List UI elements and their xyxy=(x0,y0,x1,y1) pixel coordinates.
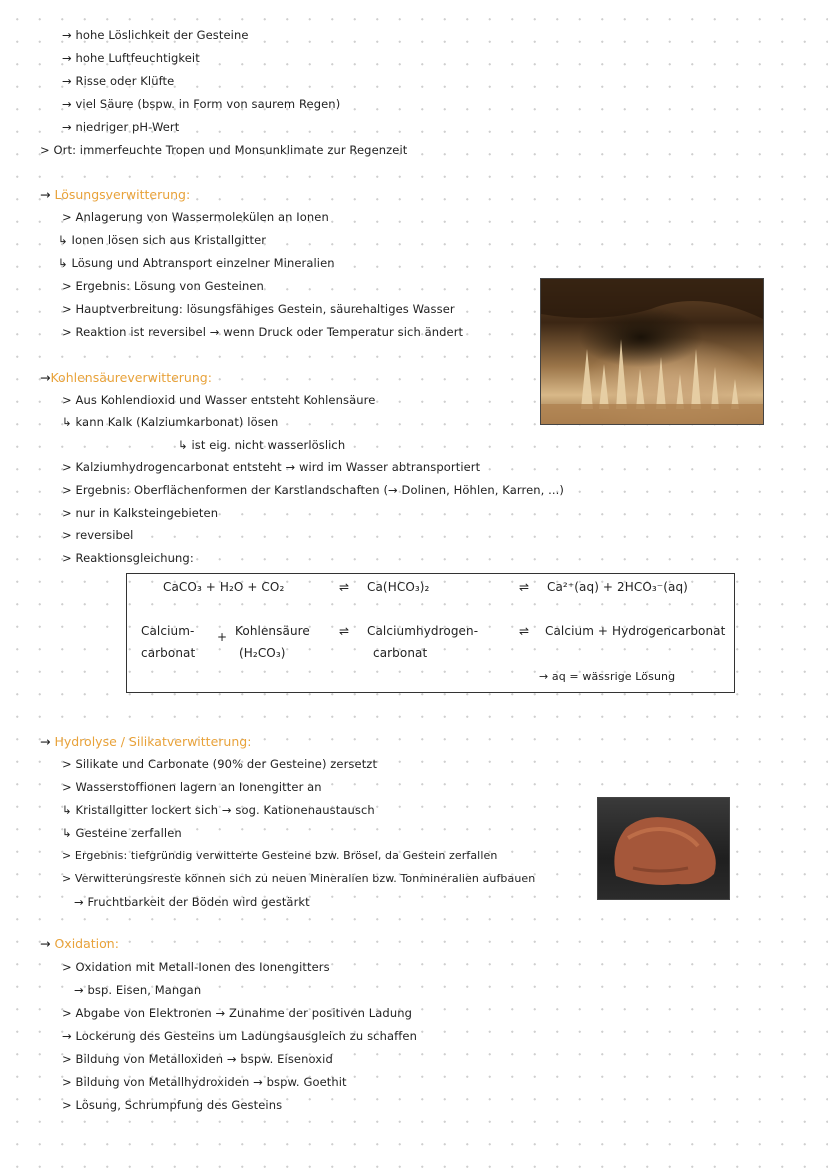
note-line: > Abgabe von Elektronen → Zunahme der positiven Ladung xyxy=(62,1006,413,1020)
note-line: > Ort: immerfeuchte Tropen und Monsunklimate zur Regenzeit xyxy=(40,143,408,157)
note-line: → viel Säure (bspw. in Form von saurem Regen) xyxy=(62,97,341,111)
equilibrium-arrow: ⇌ xyxy=(339,580,350,594)
word-calcium-hydrogencarbonat: Calcium + Hydrogencarbonat xyxy=(545,624,726,638)
note-line: ↳ ist eig. nicht wasserlöslich xyxy=(178,438,346,452)
section-heading: →Kohlensäureverwitterung: xyxy=(40,370,212,385)
note-line: ↳ Kristallgitter lockert sich → sog. Kationenaustausch xyxy=(62,803,375,817)
note-line: > Bildung von Metalloxiden → bspw. Eisenoxid xyxy=(62,1052,333,1066)
note-line: → hohe Luftfeuchtigkeit xyxy=(62,51,200,65)
note-line: > Ergebnis: Oberflächenformen der Karstlandschaften (→ Dolinen, Höhlen, Karren, ...) xyxy=(62,483,565,497)
cave-illustration xyxy=(541,279,763,424)
note-line: > nur in Kalksteingebieten xyxy=(62,506,219,520)
section-heading: → Hydrolyse / Silikatverwitterung: xyxy=(40,734,252,749)
note-line: ↳ Gesteine zerfallen xyxy=(62,826,182,840)
note-line: > Bildung von Metallhydroxiden → bspw. Goethit xyxy=(62,1075,347,1089)
word-calciumhydrogen: Calciumhydrogen- xyxy=(367,624,479,638)
word-carbonat-2: carbonat xyxy=(373,646,428,660)
note-line: > Reaktionsgleichung: xyxy=(62,551,194,565)
note-line: → Risse oder Klüfte xyxy=(62,74,175,88)
note-line: ↳ Lösung und Abtransport einzelner Mineralien xyxy=(58,256,335,270)
word-h2co3: (H₂CO₃) xyxy=(239,646,286,660)
note-line: > Anlagerung von Wassermolekülen an Ionen xyxy=(62,210,329,224)
note-line: > reversibel xyxy=(62,528,134,542)
equation-reactants: CaCO₃ + H₂O + CO₂ xyxy=(163,580,285,594)
note-line: > Ergebnis: Lösung von Gesteinen xyxy=(62,279,264,293)
note-line: > Wasserstoffionen lagern an Ionengitter an xyxy=(62,780,322,794)
weathered-rock-photo xyxy=(597,797,730,900)
aq-note: → aq = wässrige Lösung xyxy=(539,670,676,683)
cave-stalagmite-photo xyxy=(540,278,764,425)
note-line: → Lockerung des Gesteins um Ladungsausgleich zu schaffen xyxy=(62,1029,417,1043)
note-line: > Lösung, Schrumpfung des Gesteins xyxy=(62,1098,283,1112)
note-line: > Reaktion ist reversibel → wenn Druck oder Temperatur sich ändert xyxy=(62,325,464,339)
word-carbonat: carbonat xyxy=(141,646,196,660)
word-kohlensaeure: Kohlensäure xyxy=(235,624,310,638)
note-line: → niedriger pH-Wert xyxy=(62,120,180,134)
section-heading: → Lösungsverwitterung: xyxy=(40,187,191,202)
equilibrium-arrow: ⇌ xyxy=(519,624,530,638)
note-line: > Oxidation mit Metall-Ionen des Ionengitters xyxy=(62,960,330,974)
reaction-equation-box xyxy=(126,573,735,693)
note-line: ↳ kann Kalk (Kalziumkarbonat) lösen xyxy=(62,415,279,429)
note-line: ↳ Ionen lösen sich aus Kristallgitter xyxy=(58,233,267,247)
note-line: > Ergebnis: tiefgründig verwitterte Gesteine bzw. Brösel, da Gestein zerfallen xyxy=(62,849,498,862)
equilibrium-arrow: ⇌ xyxy=(519,580,530,594)
section-heading: → Oxidation: xyxy=(40,936,119,951)
note-line: > Verwitterungsreste können sich zu neuen Mineralien bzw. Tonmineralien aufbauen xyxy=(62,872,536,885)
equilibrium-arrow: ⇌ xyxy=(339,624,350,638)
plus-sign: + xyxy=(217,630,228,644)
note-line: → Fruchtbarkeit der Böden wird gestärkt xyxy=(74,895,310,909)
note-line: → bsp. Eisen, Mangan xyxy=(74,983,202,997)
note-line: → hohe Löslichkeit der Gesteine xyxy=(62,28,249,42)
note-line: > Kalziumhydrogencarbonat entsteht → wird im Wasser abtransportiert xyxy=(62,460,481,474)
equation-ions: Ca²⁺(aq) + 2HCO₃⁻(aq) xyxy=(547,580,688,594)
note-line: > Aus Kohlendioxid und Wasser entsteht Kohlensäure xyxy=(62,393,376,407)
equation-product: Ca(HCO₃)₂ xyxy=(367,580,430,594)
rock-illustration xyxy=(598,798,729,899)
word-calcium: Calcium- xyxy=(141,624,195,638)
note-line: > Silikate und Carbonate (90% der Gesteine) zersetzt xyxy=(62,757,378,771)
note-line: > Hauptverbreitung: lösungsfähiges Gestein, säurehaltiges Wasser xyxy=(62,302,455,316)
